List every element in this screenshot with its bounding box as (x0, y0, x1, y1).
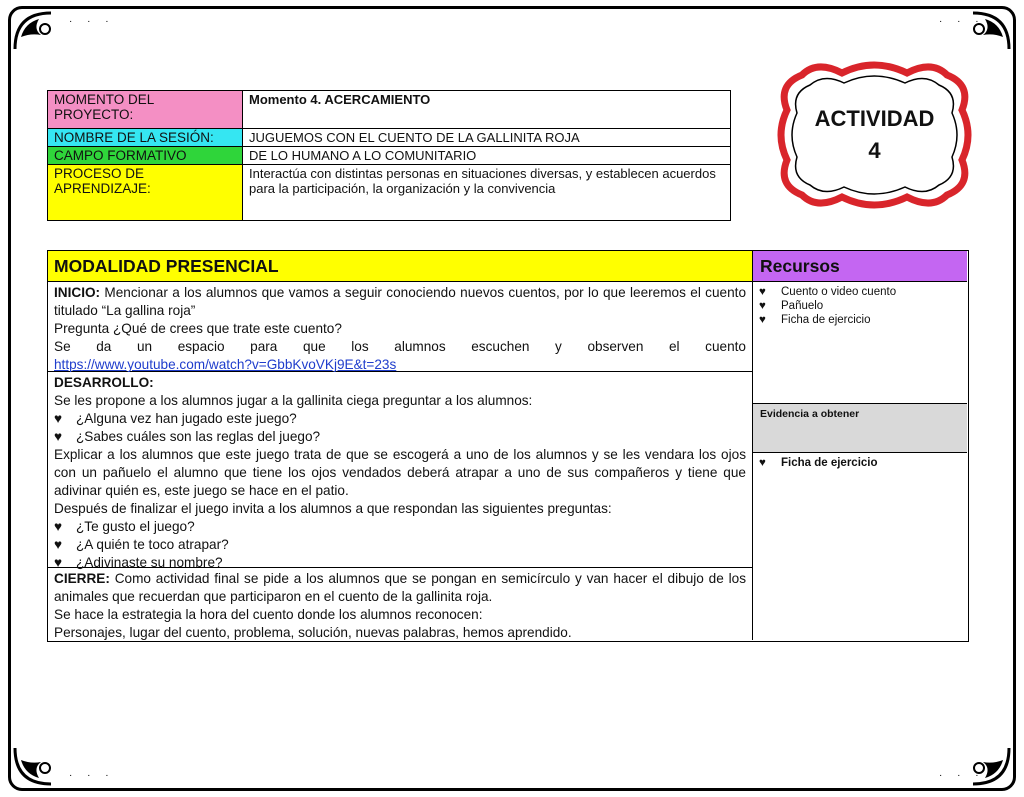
recursos-list (753, 282, 967, 404)
cierre-paragraph (54, 570, 746, 606)
modalidad-title: MODALIDAD PRESENCIAL (48, 251, 752, 282)
badge-number: 4 (868, 138, 881, 163)
proceso-label: PROCESO DE APRENDIZAJE: (48, 165, 243, 221)
heart-bullet-icon: ♥ (759, 457, 766, 469)
inicio-espacio: Se da un espacio para que los alumnos escuchen y observen el cuento (54, 339, 746, 354)
question-text: ¿Adivinaste su nombre? (76, 555, 223, 570)
inicio-question: Pregunta ¿Qué de crees que trate este cuento? (54, 321, 342, 336)
list-item (54, 536, 746, 554)
badge-text (772, 103, 977, 167)
heart-bullet-icon: ♥ (54, 519, 63, 534)
question-text: ¿Te gusto el juego? (76, 519, 195, 534)
inicio-section (48, 282, 752, 372)
desarrollo-section (48, 372, 752, 568)
recurso-text: Pañuelo (781, 300, 824, 312)
campo-label: CAMPO FORMATIVO (48, 147, 243, 165)
decorative-dots: · · · (939, 770, 985, 781)
inicio-text: Mencionar a los alumnos que vamos a seguir conociendo nuevos cuentos, por lo que leeremos el cuento titulado “La gallina roja” (54, 285, 746, 318)
recurso-text: Cuento o video cuento (781, 286, 897, 298)
momento-value: Momento 4. ACERCAMIENTO (243, 91, 731, 129)
decorative-dots: · · · (69, 770, 115, 781)
desarrollo-label: DESARROLLO: (54, 375, 154, 390)
sesion-value: JUGUEMOS CON EL CUENTO DE LA GALLINITA ROJA (243, 129, 731, 147)
recursos-title: Recursos (753, 251, 967, 282)
desarrollo-after: Después de finalizar el juego invita a los alumnos a que respondan las siguientes preguntas: (54, 501, 612, 516)
cierre-section (48, 568, 752, 640)
evidencia-list (753, 453, 967, 473)
heart-bullet-icon: ♥ (759, 286, 766, 298)
list-item (759, 313, 961, 327)
sesion-label: NOMBRE DE LA SESIÓN: (48, 129, 243, 147)
question-text: ¿Sabes cuáles son las reglas del juego? (76, 429, 321, 444)
list-item (759, 285, 961, 299)
cierre-line3: Personajes, lugar del cuento, problema, solución, nuevas palabras, hemos aprendido. (54, 625, 572, 640)
heart-bullet-icon: ♥ (759, 300, 766, 312)
activity-badge (772, 55, 977, 215)
list-item (54, 518, 746, 536)
decorative-dots: · · · (69, 16, 115, 27)
evidencia-title: Evidencia a obtener (753, 404, 967, 453)
heart-bullet-icon: ♥ (759, 314, 766, 326)
momento-label: MOMENTO DEL PROYECTO: (48, 91, 243, 129)
activity-table (47, 250, 969, 642)
inicio-label: INICIO: (54, 285, 101, 300)
recursos-column (753, 251, 967, 640)
question-text: ¿A quién te toco atrapar? (76, 537, 229, 552)
corner-ornament-icon (11, 9, 71, 69)
modalidad-column (48, 251, 753, 640)
cierre-label: CIERRE: (54, 571, 110, 586)
desarrollo-text: Explicar a los alumnos que este juego trata de que se escogerá a uno de los alumnos y se les vendara los ojos con un pañuelo el alumno que tiene los ojos vendados deberá atrapar a uno de sus compañeros y tiene que adivinar quién es, este juego se hace en el patio. (54, 447, 746, 498)
desarrollo-intro: Se les propone a los alumnos jugar a la gallinita ciega preguntar a los alumnos: (54, 393, 533, 408)
list-item (54, 428, 746, 446)
heart-bullet-icon: ♥ (54, 411, 63, 426)
list-item (759, 299, 961, 313)
cierre-text: Como actividad final se pide a los alumnos que se pongan en semicírculo y van hacer el dibujo de los animales que recuerdan que participaron en el cuento de la gallinita roja. (54, 571, 746, 604)
list-item (54, 410, 746, 428)
list-item (759, 457, 961, 469)
question-text: ¿Alguna vez han jugado este juego? (76, 411, 297, 426)
cierre-line2: Se hace la estrategia la hora del cuento donde los alumnos reconocen: (54, 607, 483, 622)
recurso-text: Ficha de ejercicio (781, 314, 871, 326)
heart-bullet-icon: ♥ (54, 429, 63, 444)
project-info-table (47, 90, 731, 221)
heart-bullet-icon: ♥ (54, 537, 63, 552)
evidencia-text: Ficha de ejercicio (781, 457, 878, 469)
decorative-dots: · · · (939, 16, 985, 27)
cuento-video-link[interactable]: https://www.youtube.com/watch?v=GbbKvoVKj9E&t=23s (54, 357, 397, 372)
corner-ornament-icon (11, 728, 71, 788)
heart-bullet-icon: ♥ (54, 555, 63, 570)
badge-title: ACTIVIDAD (814, 106, 935, 131)
campo-value: DE LO HUMANO A LO COMUNITARIO (243, 147, 731, 165)
proceso-value: Interactúa con distintas personas en situaciones diversas, y establecen acuerdos para la participación, la organización y la convivencia (243, 165, 731, 221)
